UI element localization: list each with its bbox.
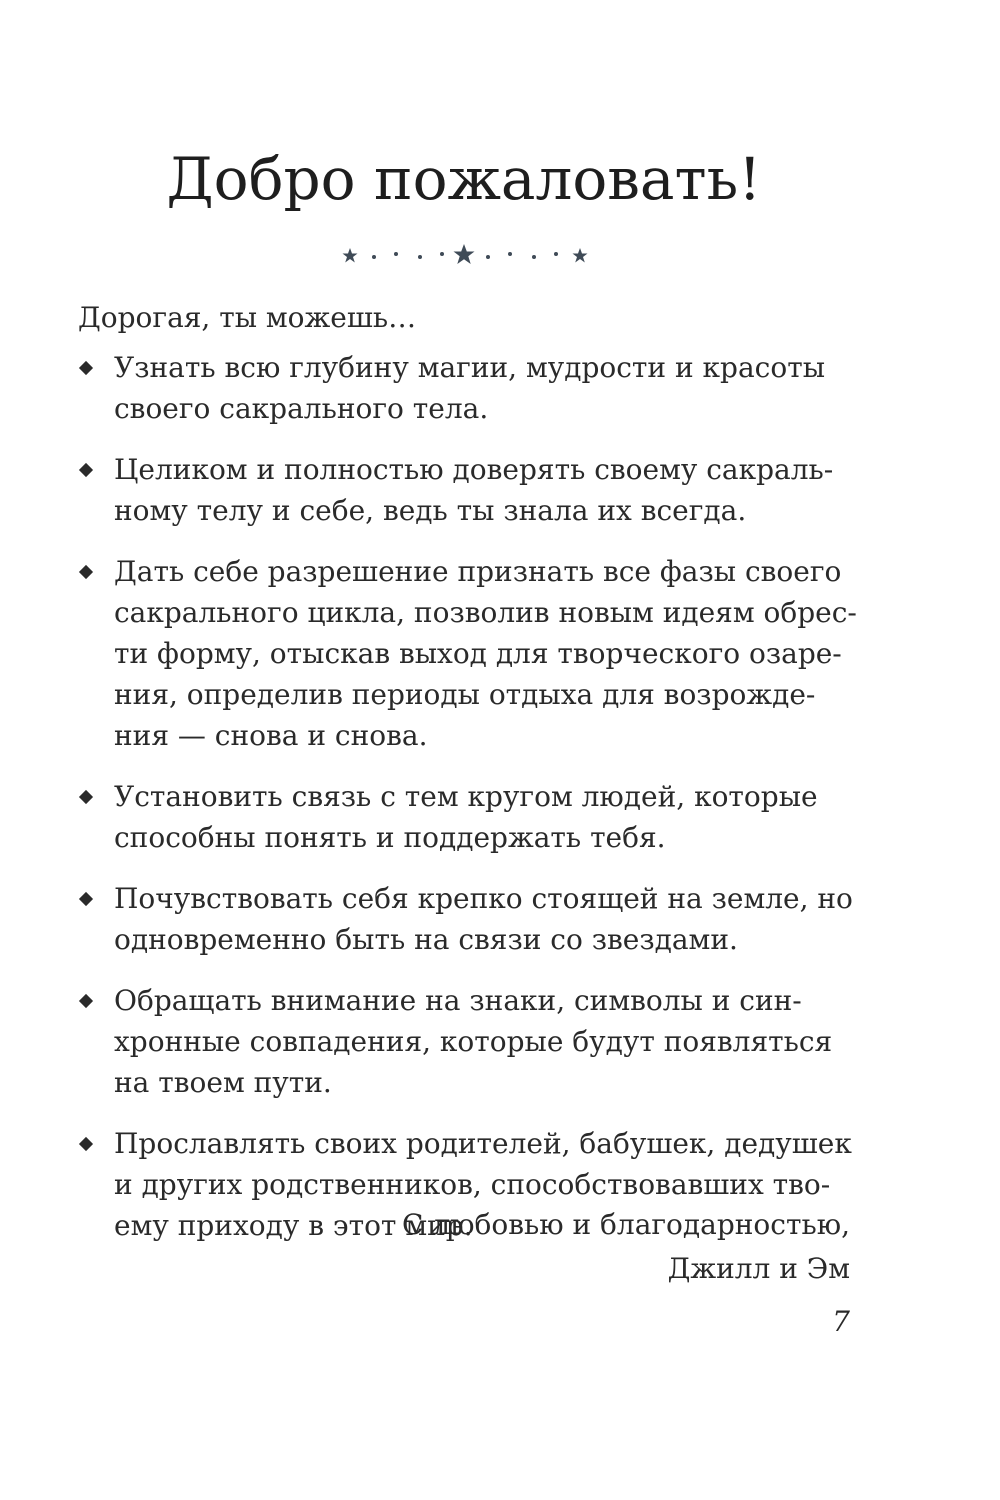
diamond-bullet-icon — [79, 790, 93, 804]
list-item-line: Установить связь с тем кругом людей, которые — [114, 780, 818, 813]
list-item — [78, 878, 853, 960]
list-item-line: Почувствовать себя крепко стоящей на земле, но — [114, 882, 853, 915]
ornament-dot — [554, 252, 558, 256]
list-item-line: одновременно быть на связи со звездами. — [114, 923, 738, 956]
book-page — [78, 0, 857, 1500]
page-number: 7 — [832, 1305, 850, 1338]
intro-text: Дорогая, ты можешь… — [78, 301, 417, 334]
list-item-line: Узнать всю глубину магии, мудрости и красоты — [114, 351, 825, 384]
list-item — [78, 347, 850, 429]
list-item — [78, 980, 850, 1103]
page-title: Добро пожаловать! — [166, 145, 762, 213]
list-item-line: своего сакрального тела. — [114, 392, 489, 425]
signoff-greeting: С любовью и благодарностью, — [402, 1208, 850, 1241]
list-item-line: Прославлять своих родителей, бабушек, дедушек — [114, 1127, 852, 1160]
list-item-line: и других родственников, способствовавших тво- — [114, 1168, 831, 1201]
ornament-star-left — [343, 248, 358, 263]
list-item-line: ти форму, отыскав выход для творческого озаре- — [114, 637, 842, 670]
bullet-list — [78, 347, 857, 1266]
list-item-line: Целиком и полностью доверять своему сакраль- — [114, 453, 834, 486]
ornament-dot — [508, 252, 512, 256]
list-item — [78, 449, 850, 531]
diamond-bullet-icon — [79, 361, 93, 375]
ornament-dot — [418, 255, 422, 259]
diamond-bullet-icon — [79, 1137, 93, 1151]
diamond-bullet-icon — [79, 565, 93, 579]
list-item-line: ному телу и себе, ведь ты знала их всегда. — [114, 494, 747, 527]
ornament-dot — [440, 252, 444, 256]
list-item-line: на твоем пути. — [114, 1066, 332, 1099]
diamond-bullet-icon — [79, 463, 93, 477]
list-item — [78, 776, 850, 858]
ornament-dot — [372, 255, 376, 259]
list-item-line: ния, определив периоды отдыха для возрожде- — [114, 678, 816, 711]
ornament-dot — [486, 255, 490, 259]
signoff — [402, 1203, 850, 1291]
list-item-line: ему приходу в этот мир. — [114, 1209, 473, 1242]
ornament-dot — [532, 255, 536, 259]
ornament-dot — [394, 252, 398, 256]
star-dots-ornament-icon — [78, 240, 850, 270]
list-item-line: ния — снова и снова. — [114, 719, 428, 752]
ornament-star-center — [454, 244, 475, 264]
list-item-line: способны понять и поддержать тебя. — [114, 821, 666, 854]
list-item-line: сакрального цикла, позволив новым идеям обрес- — [114, 596, 857, 629]
list-item-line: Обращать внимание на знаки, символы и син- — [114, 984, 802, 1017]
diamond-bullet-icon — [79, 994, 93, 1008]
list-item-line: Дать себе разрешение признать все фазы своего — [114, 555, 842, 588]
signoff-authors: Джилл и Эм — [667, 1252, 850, 1285]
diamond-bullet-icon — [79, 892, 93, 906]
list-item-line: хронные совпадения, которые будут появляться — [114, 1025, 833, 1058]
ornament-star-right — [573, 248, 588, 263]
list-item — [78, 551, 857, 756]
